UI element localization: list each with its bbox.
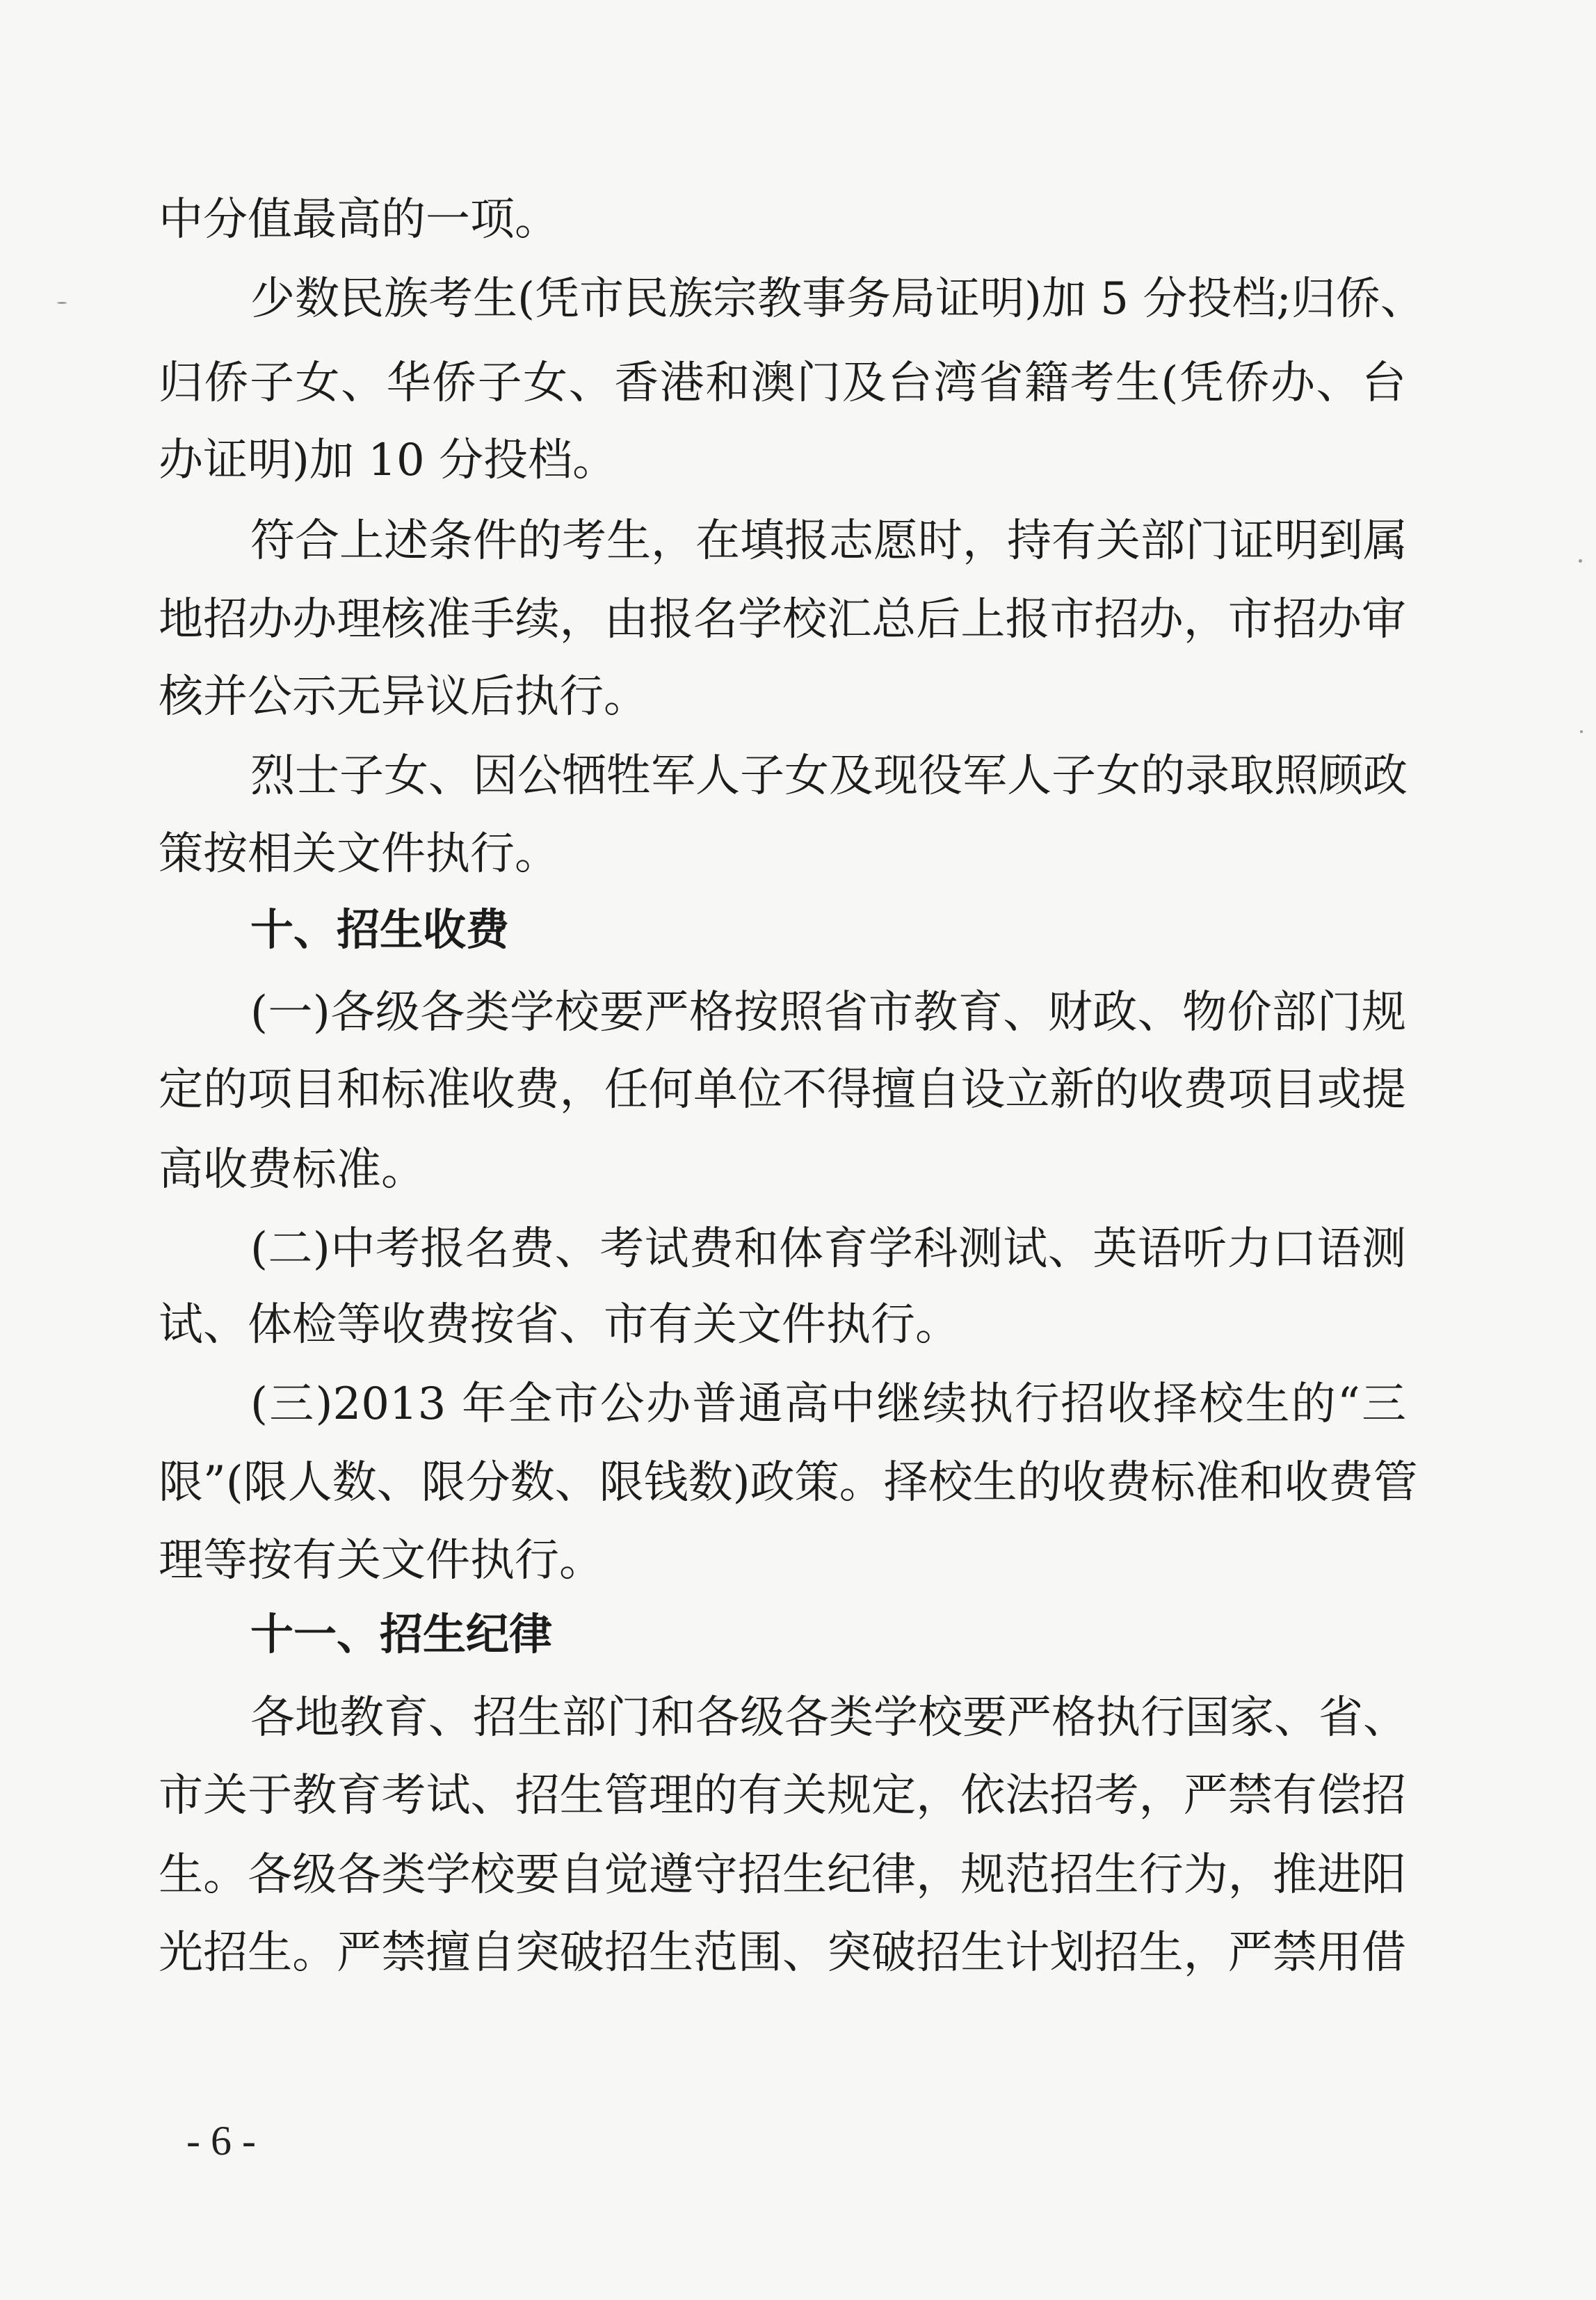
text-line [250,508,1406,574]
line-text: 少数民族考生(凭市民族宗教事务局证明)加 5 分投档;归侨、 [250,273,1425,325]
line-text: 高收费标准。 [159,1144,426,1196]
text-line [159,1842,1406,1908]
heading-text: 十、招生收费 [250,904,510,955]
line-text: 烈士子女、因公牺牲军人子女及现役军人子女的录取照顾政 [250,750,1408,802]
text-line [250,1216,1406,1282]
text-line [159,664,1410,730]
line-text: 中分值最高的一项。 [159,194,559,246]
text-line [159,1136,1410,1203]
text-line [159,1449,1418,1516]
section-heading [250,896,1406,963]
text-line [159,821,1410,887]
text-line [159,1527,1410,1594]
section-heading [250,1601,1406,1668]
text-line [159,1056,1406,1123]
text-line [159,1292,1410,1358]
line-text: 光招生。严禁擅自突破招生范围、突破招生计划招生，严禁用借 [159,1927,1406,1979]
line-text: 办证明)加 10 分投档。 [159,435,618,486]
line-text: 核并公示无异议后执行。 [159,671,648,723]
line-text: 各地教育、招生部门和各级各类学校要严格执行国家、省、 [250,1692,1408,1744]
text-line [250,266,1425,332]
text-line [250,743,1406,810]
line-text: 生。各级各类学校要自觉遵守招生纪律，规范招生行为，推进阳 [159,1849,1406,1901]
heading-text: 十一、招生纪律 [250,1609,553,1659]
text-line [250,1371,1406,1438]
text-line [250,1684,1406,1751]
line-text: 定的项目和标准收费，任何单位不得擅自设立新的收费项目或提 [159,1064,1406,1116]
scan-speck [1580,730,1583,733]
line-text: (一)各级各类学校要严格按照省市教育、财政、物价部门规 [250,987,1406,1038]
text-line [159,427,1410,494]
line-text: 市关于教育考试、招生管理的有关规定，依法招考，严禁有偿招 [159,1770,1406,1821]
line-text: 限”(限人数、限分数、限钱数)政策。择校生的收费标准和收费管 [159,1457,1418,1509]
text-line [159,186,1410,253]
text-line [250,979,1406,1046]
text-line [159,1762,1406,1829]
line-text: 符合上述条件的考生，在填报志愿时，持有关部门证明到属 [250,515,1408,567]
text-line [159,586,1406,653]
line-text: 策按相关文件执行。 [159,828,559,880]
line-text: 归侨子女、华侨子女、香港和澳门及台湾省籍考生(凭侨办、台 [159,357,1406,409]
line-text: 试、体检等收费按省、市有关文件执行。 [159,1299,960,1351]
text-line [159,350,1406,417]
scan-speck [57,302,67,304]
line-text: 地招办办理核准手续，由报名学校汇总后上报市招办，市招办审 [159,594,1406,645]
line-text: (三)2013 年全市公办普通高中继续执行招收择校生的“三 [250,1378,1406,1430]
text-line [159,1920,1406,1986]
page-number: - 6 - [186,2118,256,2164]
line-text: 理等按有关文件执行。 [159,1535,604,1586]
line-text: (二)中考报名费、考试费和体育学科测试、英语听力口语测 [250,1223,1406,1275]
scan-speck [1579,559,1582,563]
